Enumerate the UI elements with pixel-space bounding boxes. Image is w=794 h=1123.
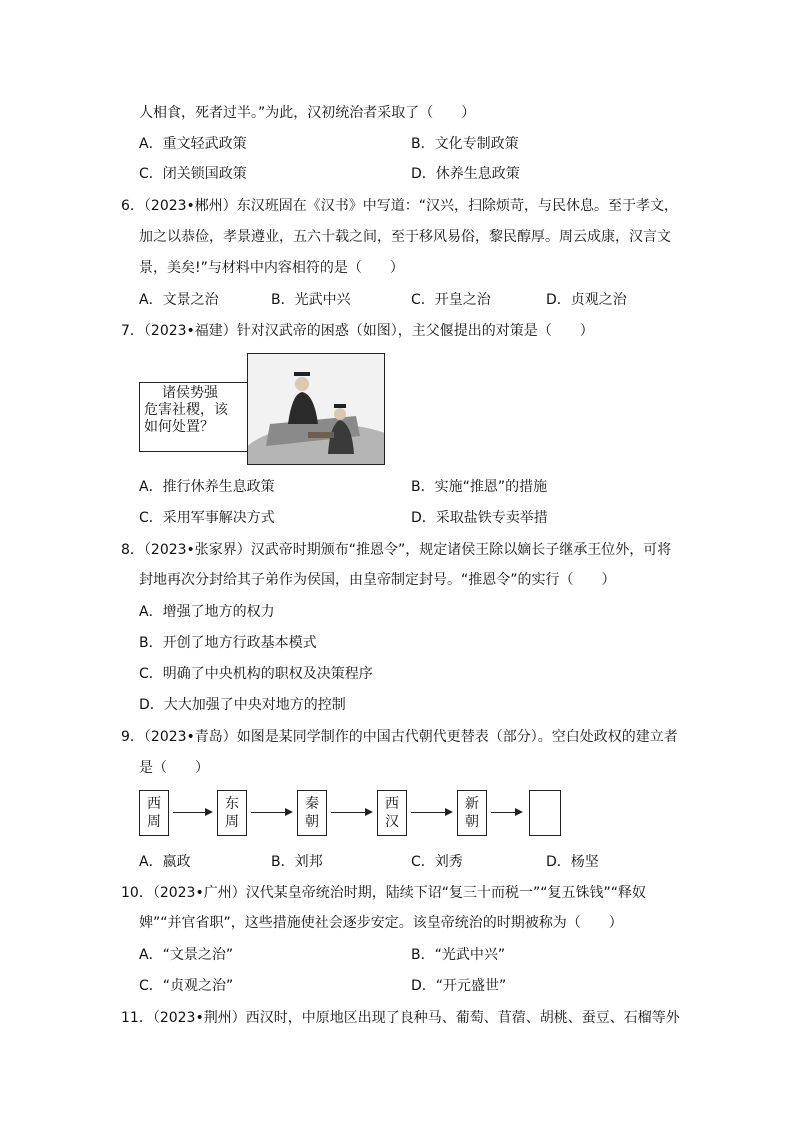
dynasty-box-western-zhou: 西 周 <box>139 790 169 836</box>
q10-option-a[interactable]: A．“文景之治” <box>139 947 234 963</box>
q8-option-c[interactable]: C．明确了中央机构的职权及决策程序 <box>139 666 373 682</box>
speech-line-3: 如何处置？ <box>144 419 214 435</box>
q6-option-b[interactable]: B．光武中兴 <box>271 292 351 308</box>
speech-bubble <box>139 382 249 452</box>
q9-option-a[interactable]: A．嬴政 <box>139 854 191 870</box>
dynasty-chain <box>139 790 569 838</box>
q6-stem-line3: 景，美矣!”与材料中内容相符的是（ ） <box>139 260 404 276</box>
q5-option-c[interactable]: C．闭关锁国政策 <box>139 166 247 182</box>
q7-option-d[interactable]: D．采取盐铁专卖举措 <box>411 510 548 526</box>
q9-option-c[interactable]: C．刘秀 <box>411 854 463 870</box>
dynasty-box-qin: 秦 朝 <box>297 790 327 836</box>
dynasty-box-xin: 新 朝 <box>457 790 487 836</box>
q7-option-a[interactable]: A．推行休养生息政策 <box>139 479 275 495</box>
q7-option-b[interactable]: B．实施“推恩”的措施 <box>411 479 548 495</box>
q8-option-b[interactable]: B．开创了地方行政基本模式 <box>139 635 317 651</box>
q8-option-a[interactable]: A．增强了地方的权力 <box>139 604 275 620</box>
arrow-icon <box>411 812 451 813</box>
q6-option-a[interactable]: A．文景之治 <box>139 292 219 308</box>
q8-option-d[interactable]: D．大大加强了中央对地方的控制 <box>139 697 346 713</box>
dynasty-box-eastern-zhou: 东 周 <box>217 790 247 836</box>
q9-option-b[interactable]: B．刘邦 <box>271 854 323 870</box>
q9-stem-line1: 9．（2023•青岛）如图是某同学制作的中国古代朝代更替表（部分）。空白处政权的建立者 <box>121 729 678 745</box>
q10-option-b[interactable]: B．“光武中兴” <box>411 947 506 963</box>
q10-option-d[interactable]: D．“开元盛世” <box>411 978 507 994</box>
speech-line-1: 诸侯势强 <box>162 385 218 401</box>
q7-option-c[interactable]: C．采用军事解决方式 <box>139 510 275 526</box>
arrow-icon <box>331 812 371 813</box>
emperor-illustration <box>247 353 385 465</box>
arrow-icon <box>173 812 211 813</box>
q7-figure <box>139 353 385 465</box>
q8-stem-line1: 8．（2023•张家界）汉武帝时期颁布“推恩令”，规定诸侯王除以嫡长子继承王位外，可将 <box>121 542 672 558</box>
q7-stem-line1: 7．（2023•福建）针对汉武帝的困惑（如图），主父偃提出的对策是（ ） <box>121 323 594 339</box>
emperor-scene-svg <box>248 354 385 465</box>
q11-stem-line1: 11．（2023•荆州）西汉时，中原地区出现了良种马、葡萄、苜蓿、胡桃、蚕豆、石榴等外 <box>121 1010 680 1026</box>
q5-option-a[interactable]: A．重文轻武政策 <box>139 136 247 152</box>
dynasty-box-western-han: 西 汉 <box>377 790 407 836</box>
speech-line-2: 危害社稷，该 <box>144 402 228 418</box>
q5-option-b[interactable]: B．文化专制政策 <box>411 136 519 152</box>
q9-stem-line2: 是（ ） <box>139 760 209 776</box>
q10-stem-line1: 10．（2023•广州）汉代某皇帝统治时期，陆续下诏“复三十而税一”“复五铢钱”“释奴 <box>121 885 646 901</box>
q5-option-d[interactable]: D．休养生息政策 <box>411 166 520 182</box>
q8-stem-line2: 封地再次分封给其子弟作为侯国，由皇帝制定封号。“推恩令”的实行（ ） <box>139 572 616 588</box>
q5-stem: 人相食，死者过半。”为此，汉初统治者采取了（ ） <box>139 105 476 121</box>
arrow-icon <box>251 812 291 813</box>
q6-stem-line1: 6．（2023•郴州）东汉班固在《汉书》中写道：“汉兴，扫除烦苛，与民休息。至于孝文， <box>121 198 679 214</box>
q6-option-c[interactable]: C．开皇之治 <box>411 292 491 308</box>
q10-stem-line2: 婢”“并官省职”，这些措施使社会逐步安定。该皇帝统治的时期被称为（ ） <box>139 915 623 931</box>
q6-stem-line2: 加之以恭俭，孝景遵业，五六十载之间，至于移风易俗，黎民醇厚。周云成康，汉言文 <box>139 229 671 245</box>
q9-option-d[interactable]: D．杨坚 <box>546 854 599 870</box>
q6-option-d[interactable]: D．贞观之治 <box>546 292 627 308</box>
speech-bubble-text <box>144 385 248 436</box>
arrow-icon <box>491 812 521 813</box>
q10-option-c[interactable]: C．“贞观之治” <box>139 978 234 994</box>
dynasty-box-blank <box>529 790 561 836</box>
